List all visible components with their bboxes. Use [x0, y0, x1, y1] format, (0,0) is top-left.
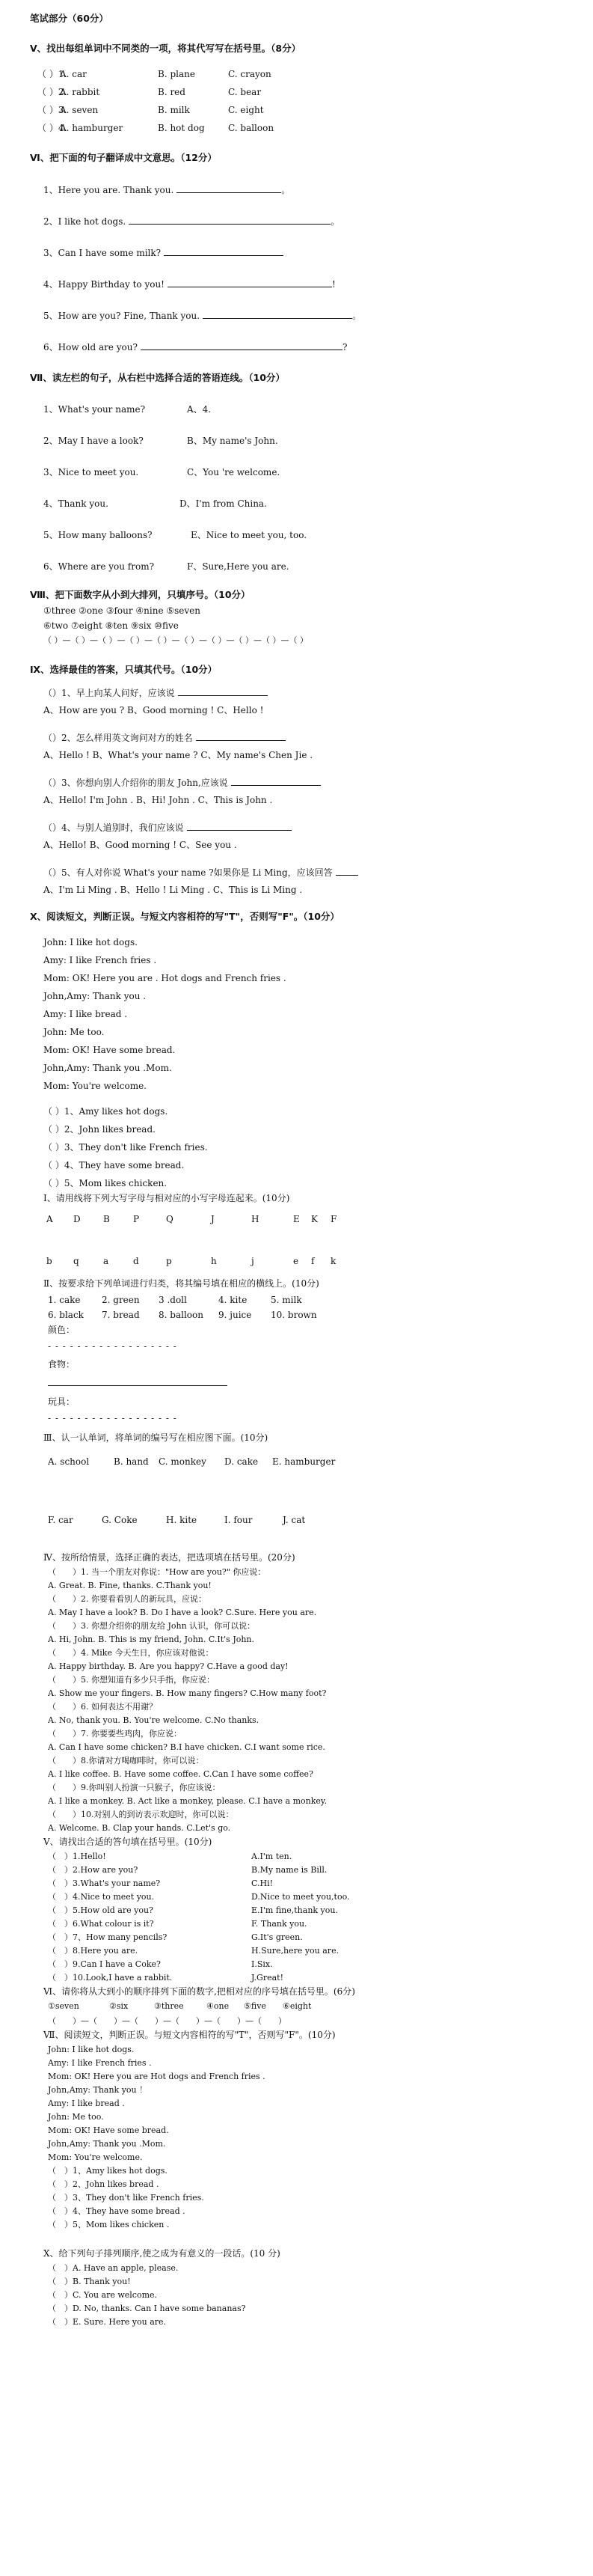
- choice-question: （）5、有人对你说 What's your name ?如果你是 Li Ming，应该回答: [43, 866, 358, 879]
- word-item: 3 .doll: [159, 1295, 187, 1305]
- choice-options: A、I'm Li Ming . B、Hello ! Li Ming . C、This is Li Ming .: [43, 885, 303, 895]
- answer-left: （ ）1.Hello!: [48, 1852, 106, 1861]
- word-option: E. hamburger: [272, 1456, 336, 1467]
- dialog-line: John,Amy: Thank you .Mom.: [43, 1063, 172, 1073]
- match-left: 5、How many balloons?: [43, 530, 153, 540]
- dialog-line: Amy: I like French fries .: [48, 2058, 152, 2068]
- word-option: B. hand: [114, 1456, 149, 1467]
- word-item: 5. milk: [271, 1295, 302, 1305]
- word-item: 1. cake: [48, 1295, 81, 1305]
- upper-letter: E: [293, 1214, 300, 1224]
- number-word: ③three: [154, 2001, 184, 2011]
- option-b: B. milk: [158, 105, 190, 115]
- dialog-line: Mom: OK! Have some bread.: [48, 2125, 169, 2135]
- row-num: （ ）3.: [37, 105, 67, 115]
- lower-letter: b: [46, 1256, 52, 1266]
- word-option: H. kite: [166, 1515, 197, 1525]
- judge-item: （ ）2、John likes bread .: [48, 2179, 159, 2189]
- answer-right: C.Hi!: [251, 1878, 274, 1888]
- dialog-line: John: Me too.: [43, 1027, 105, 1037]
- option-a: A. car: [60, 69, 87, 79]
- dialog-line: Mom: OK! Have some bread.: [43, 1045, 176, 1055]
- answer-right: E.I'm fine,thank you.: [251, 1905, 338, 1915]
- situation-q: （ ）9.你叫别人扮演一只猴子，你应该说：: [48, 1783, 221, 1792]
- choice-question: （）1、早上向某人问好，应该说: [43, 686, 268, 699]
- option-a: A. rabbit: [60, 87, 100, 97]
- answer-left: （ ）8.Here you are.: [48, 1946, 138, 1956]
- number-word: ④one: [206, 2001, 230, 2011]
- situation-q: （ ）10.对别人的到访表示欢迎时，你可以说：: [48, 1810, 234, 1819]
- dialog-line: John: I like hot dogs.: [43, 937, 138, 947]
- option-c: C. eight: [228, 105, 264, 115]
- choice-options: A、Hello ! B、What's your name ? C、My name's Chen Jie .: [43, 750, 313, 760]
- upper-letter: F: [331, 1214, 337, 1224]
- judge-item: （ ）2、John likes bread.: [43, 1124, 156, 1135]
- answer-left: （ ）6.What colour is it?: [48, 1919, 154, 1929]
- upper-letter: J: [211, 1214, 215, 1224]
- dialog-line: Mom: OK! Here you are . Hot dogs and French fries .: [43, 973, 286, 983]
- answer-left: （ ）10.Look,I have a rabbit.: [48, 1973, 173, 1983]
- section-7-heading: Ⅶ、读左栏的句子，从右栏中选择合适的答语连线。（10分）: [30, 372, 285, 383]
- answer-left: （ ）5.How old are you?: [48, 1905, 153, 1915]
- dialog-line: John: I like hot dogs.: [48, 2045, 135, 2054]
- lower-letter: j: [251, 1256, 254, 1266]
- number-word: ②six: [109, 2001, 129, 2011]
- situation-q: （ ）1. 当一个朋友对你说："How are you?" 你应说：: [48, 1567, 266, 1577]
- match-left: 6、Where are you from?: [43, 561, 155, 572]
- translate-item: 4、Happy Birthday to you! !: [43, 279, 336, 290]
- upper-letter: B: [103, 1214, 110, 1224]
- row-num: （ ）4.: [37, 123, 67, 133]
- answer-left: （ ）3.What's your name?: [48, 1878, 161, 1888]
- answer-left: （ ）4.Nice to meet you.: [48, 1892, 155, 1902]
- word-item: 2. green: [102, 1295, 140, 1305]
- situation-o: A. Welcome. B. Clap your hands. C.Let's go.: [48, 1823, 231, 1833]
- lower-letter: f: [311, 1256, 315, 1266]
- situation-q: （ ）6. 如何表达不用谢？: [48, 1702, 157, 1712]
- answer-right: B.My name is Bill.: [251, 1865, 328, 1875]
- choice-options: A、Hello! I'm John . B、Hi! John . C、This is John .: [43, 795, 273, 805]
- word-item: 4. kite: [218, 1295, 248, 1305]
- answer-left: （ ）9.Can I have a Coke?: [48, 1959, 161, 1969]
- order-item: （ ）E. Sure. Here you are.: [48, 2317, 167, 2327]
- p6-heading: Ⅵ、请你将从大到小的顺序排列下面的数字,把相对应的序号填在括号里。(6分): [43, 1986, 355, 1997]
- upper-letter: A: [46, 1214, 53, 1224]
- lower-letter: d: [133, 1256, 139, 1266]
- match-right: D、I'm from China.: [179, 498, 267, 509]
- dialog-line: John: Me too.: [48, 2112, 104, 2122]
- answer-line: [48, 1376, 227, 1389]
- answer-right: H.Sure,here you are.: [251, 1946, 339, 1956]
- option-c: C. bear: [228, 87, 262, 97]
- upper-letter: Q: [166, 1214, 173, 1224]
- order-item: （ ）C. You are welcome.: [48, 2290, 158, 2300]
- lower-letter: h: [211, 1256, 217, 1266]
- situation-o: A. I like coffee. B. Have some coffee. C.Can I have some coffee?: [48, 1769, 313, 1779]
- word-item: 9. juice: [218, 1310, 252, 1320]
- order-item: （ ）A. Have an apple, please.: [48, 2263, 179, 2273]
- row-num: （ ）1.: [37, 69, 67, 79]
- situation-o: A. Can I have some chicken? B.I have chicken. C.I want some rice.: [48, 1742, 325, 1752]
- judge-item: （ ）5、Mom likes chicken.: [43, 1178, 168, 1188]
- option-b: B. plane: [158, 69, 195, 79]
- judge-item: （ ）3、They don't like French fries.: [43, 1142, 208, 1153]
- number-word: ⑥eight: [283, 2001, 312, 2011]
- lower-letter: e: [293, 1256, 299, 1266]
- dashed-line: - - - - - - - - - - - - - - - - - -: [48, 1341, 177, 1352]
- match-right: B、My name's John.: [187, 436, 278, 446]
- match-left: 3、Nice to meet you.: [43, 467, 139, 477]
- option-a: A. seven: [60, 105, 99, 115]
- translate-item: 3、Can I have some milk?: [43, 246, 283, 259]
- dialog-line: Mom: You're welcome.: [48, 2152, 143, 2162]
- dashed-line: - - - - - - - - - - - - - - - - - -: [48, 1413, 177, 1423]
- situation-q: （ ）2. 你要看看别人的新玩具，应说：: [48, 1594, 206, 1604]
- judge-item: （ ）4、They have some bread.: [43, 1160, 185, 1171]
- match-left: 2、May I have a look?: [43, 436, 144, 446]
- match-left: 1、What's your name?: [43, 404, 146, 415]
- lower-letter: p: [166, 1256, 172, 1266]
- dialog-line: Mom: You're welcome.: [43, 1081, 147, 1091]
- choice-question: （）2、怎么样用英文询问对方的姓名: [43, 731, 286, 744]
- situation-q: （ ）8.你请对方喝咖啡时，你可以说：: [48, 1756, 204, 1765]
- translate-item: 1、Here you are. Thank you. 。: [43, 185, 291, 195]
- choice-question: （）4、与别人道别时，我们应该说: [43, 821, 292, 834]
- option-b: B. hot dog: [158, 123, 205, 133]
- p1-heading: Ⅰ、请用线将下列大写字母与相对应的小写字母连起来。(10分): [43, 1193, 290, 1203]
- section-8-heading: Ⅷ、把下面数字从小到大排列，只填序号。（10分）: [30, 589, 251, 600]
- option-c: C. balloon: [228, 123, 274, 133]
- answer-left: （ ）7、How many pencils?: [48, 1932, 168, 1942]
- dialog-line: Amy: I like bread .: [43, 1009, 128, 1019]
- situation-o: A. May I have a look? B. Do I have a look? C.Sure. Here you are.: [48, 1608, 317, 1617]
- dialog-line: Amy: I like French fries .: [43, 955, 157, 965]
- category-label-toy: 玩具：: [48, 1397, 76, 1407]
- translate-item: 2、I like hot dogs. 。: [43, 216, 340, 227]
- order-item: （ ）D. No, thanks. Can I have some bananas?: [48, 2304, 246, 2313]
- dialog-line: John,Amy: Thank you ！: [48, 2085, 148, 2095]
- number-word: ⑤five: [244, 2001, 266, 2011]
- answer-right: I.Six.: [251, 1959, 273, 1969]
- judge-item: （ ）5、Mom likes chicken .: [48, 2220, 170, 2229]
- option-a: A. hamburger: [60, 123, 123, 133]
- word-option: I. four: [224, 1515, 253, 1525]
- choice-options: A、Hello! B、Good morning ! C、See you .: [43, 840, 237, 850]
- p7-heading: Ⅶ、阅读短文，判断正误。与短文内容相符的写"T"，否则写"F"。(10分): [43, 2030, 336, 2040]
- section-5-heading: Ⅴ、找出每组单词中不同类的一项，将其代写写在括号里。（8分）: [30, 43, 301, 54]
- lower-letter: k: [331, 1256, 337, 1266]
- match-right: F、Sure,Here you are.: [187, 561, 289, 572]
- upper-letter: K: [311, 1214, 318, 1224]
- dialog-line: Mom: OK! Here you are Hot dogs and French fries .: [48, 2072, 265, 2081]
- dialog-line: John,Amy: Thank you .: [43, 991, 147, 1001]
- situation-o: A. I like a monkey. B. Act like a monkey, please. C.I have a monkey.: [48, 1796, 328, 1806]
- page-title: 笔试部分（60分）: [30, 13, 108, 24]
- answer-right: G.It's green.: [251, 1932, 303, 1942]
- match-right: A、4.: [187, 404, 212, 415]
- p5-heading: Ⅴ、请找出合适的答句填在括号里。(10分): [43, 1837, 212, 1847]
- match-right: E、Nice to meet you, too.: [191, 530, 307, 540]
- p4-heading: Ⅳ、按所给情景，选择正确的表达，把选项填在括号里。(20分): [43, 1552, 295, 1563]
- number-list-1: ①three ②one ③four ④nine ⑤seven: [43, 605, 200, 616]
- lower-letter: q: [73, 1256, 79, 1266]
- row-num: （ ）2.: [37, 87, 67, 97]
- situation-q: （ ）5. 你想知道有多少只手指，你应说：: [48, 1675, 215, 1685]
- word-item: 6. black: [48, 1310, 84, 1320]
- category-label-color: 颜色：: [48, 1325, 76, 1335]
- number-list-2: ⑥two ⑦eight ⑧ten ⑨six ⑩five: [43, 620, 179, 631]
- option-c: C. crayon: [228, 69, 271, 79]
- word-option: C. monkey: [159, 1456, 206, 1467]
- word-option: J. cat: [283, 1515, 306, 1525]
- order-item: （ ）B. Thank you!: [48, 2277, 131, 2286]
- option-b: B. red: [158, 87, 185, 97]
- word-option: A. school: [48, 1456, 90, 1467]
- answer-left: （ ）2.How are you?: [48, 1865, 138, 1875]
- match-left: 4、Thank you.: [43, 498, 108, 509]
- answer-right: A.I'm ten.: [251, 1852, 292, 1861]
- situation-o: A. No, thank you. B. You're welcome. C.No thanks.: [48, 1715, 259, 1725]
- section-9-heading: Ⅸ、选择最佳的答案，只填其代号。（10分）: [30, 664, 218, 675]
- translate-item: 5、How are you? Fine, Thank you. 。: [43, 311, 362, 321]
- word-option: F. car: [48, 1515, 73, 1525]
- situation-o: A. Show me your fingers. B. How many fingers? C.How many foot?: [48, 1688, 327, 1698]
- answer-right: D.Nice to meet you,too.: [251, 1892, 350, 1902]
- situation-o: A. Happy birthday. B. Are you happy? C.Have a good day!: [48, 1661, 289, 1671]
- situation-q: （ ）4. Mike 今天生日，你应该对他说：: [48, 1648, 214, 1658]
- situation-q: （ ）7. 你要要些鸡肉，你应说：: [48, 1729, 182, 1739]
- choice-question: （）3、你想向别人介绍你的朋友 John,应该说: [43, 776, 321, 789]
- dialog-line: Amy: I like bread .: [48, 2099, 125, 2108]
- choice-options: A、How are you ? B、Good morning ! C、Hello !: [43, 705, 264, 715]
- translate-item: 6、How old are you? ?: [43, 342, 348, 352]
- judge-item: （ ）1、Amy likes hot dogs.: [43, 1106, 168, 1117]
- p3-heading: Ⅲ、认一认单词，将单词的编号写在相应图下面。(10分): [43, 1432, 268, 1443]
- section-10-heading: Ⅹ、阅读短文，判断正误。与短文内容相符的写"T"，否则写"F"。（10分）: [30, 911, 339, 922]
- upper-letter: D: [73, 1214, 81, 1224]
- section-6-heading: Ⅵ、把下面的句子翻译成中文意思。（12分）: [30, 152, 217, 163]
- order-answer: （ ）—（ ）—（ ）—（ ）—（ ）—（ ）: [48, 2016, 286, 2026]
- match-right: C、You 're welcome.: [187, 467, 280, 477]
- word-item: 8. balloon: [159, 1310, 203, 1320]
- word-item: 7. bread: [102, 1310, 140, 1320]
- answer-right: J.Great!: [251, 1973, 284, 1983]
- upper-letter: H: [251, 1214, 259, 1224]
- word-item: 10. brown: [271, 1310, 317, 1320]
- dialog-line: John,Amy: Thank you .Mom.: [48, 2139, 166, 2149]
- order-answer: （ ）—（ ）—（ ）—（ ）—（ ）—（ ）—（ ）—（ ）—（ ）—（ ）: [43, 635, 308, 645]
- lower-letter: a: [103, 1256, 109, 1266]
- word-option: G. Coke: [102, 1515, 138, 1525]
- p2-heading: Ⅱ、按要求给下列单词进行归类，将其编号填在相应的横线上。(10分): [43, 1278, 319, 1289]
- judge-item: （ ）3、They don't like French fries.: [48, 2193, 204, 2203]
- judge-item: （ ）4、They have some bread .: [48, 2206, 185, 2216]
- word-option: D. cake: [224, 1456, 259, 1467]
- upper-letter: P: [133, 1214, 140, 1224]
- p10-heading: Ⅹ、给下列句子排列顺序,使之成为有意义的一段话。(10 分): [43, 2248, 280, 2259]
- answer-right: F. Thank you.: [251, 1919, 307, 1929]
- judge-item: （ ）1、Amy likes hot dogs.: [48, 2166, 168, 2176]
- situation-o: A. Hi, John. B. This is my friend, John. C.It's John.: [48, 1635, 255, 1644]
- number-word: ①seven: [48, 2001, 79, 2011]
- category-label-food: 食物：: [48, 1359, 76, 1370]
- situation-o: A. Great. B. Fine, thanks. C.Thank you!: [48, 1581, 212, 1590]
- situation-q: （ ）3. 你想介绍你的朋友给 John 认识，你可以说：: [48, 1621, 256, 1631]
